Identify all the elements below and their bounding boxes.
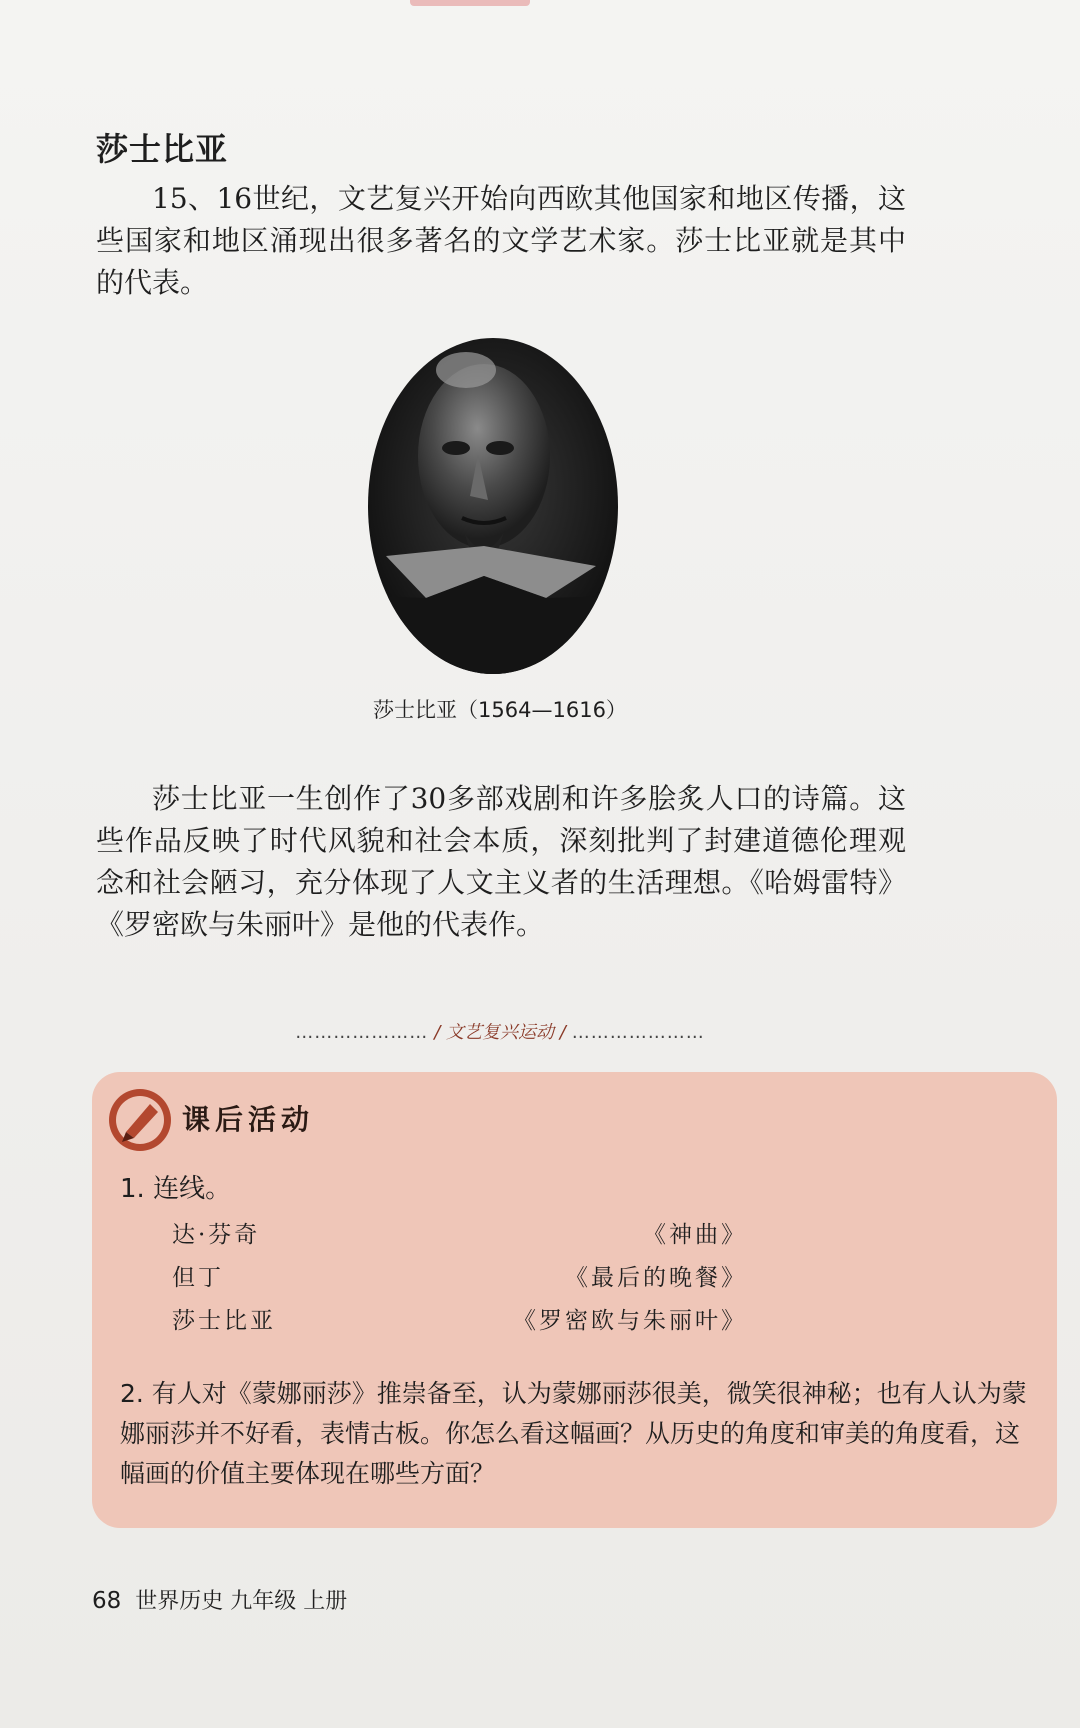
section-heading: 莎士比亚 xyxy=(96,130,229,168)
page-number: 68 xyxy=(92,1588,122,1614)
divider-dots-left: ………………… xyxy=(295,1022,429,1043)
match-left-item: 达·芬奇 xyxy=(172,1222,261,1248)
portrait-caption: 莎士比亚（1564—1616） xyxy=(373,698,627,722)
activity-title: 课后活动 xyxy=(182,1103,315,1136)
book-title: 世界历史 九年级 上册 xyxy=(135,1589,348,1614)
question-2: 2. 有人对《蒙娜丽莎》推崇备至，认为蒙娜丽莎很美，微笑很神秘；也有人认为蒙娜丽莎并不好看，表情古板。你怎么看这幅画？从历史的角度和审美的角度看，这幅画的价值主要体现在哪些方面？ xyxy=(120,1379,1027,1488)
divider-label: / 文艺复兴运动 / xyxy=(434,1022,566,1043)
intro-paragraph: 15、16世纪，文艺复兴开始向西欧其他国家和地区传播，这些国家和地区涌现出很多著名的文学艺术家。莎士比亚就是其中的代表。 xyxy=(96,182,906,299)
shakespeare-portrait xyxy=(366,336,620,676)
match-left-item: 莎士比亚 xyxy=(172,1308,276,1334)
chapter-divider xyxy=(0,1018,1000,1044)
works-paragraph: 莎士比亚一生创作了30多部戏剧和许多脍炙人口的诗篇。这些作品反映了时代风貌和社会本质，深刻批判了封建道德伦理观念和社会陋习，充分体现了人文主义者的生活理想。《哈姆雷特》《罗密欧与朱丽叶》是他的代表作。 xyxy=(96,782,906,941)
question-1: 1. 连线。 xyxy=(120,1174,232,1204)
match-right-item: 《最后的晚餐》 xyxy=(565,1265,747,1291)
match-left-item: 但丁 xyxy=(172,1265,224,1291)
after-class-activity-box xyxy=(92,1072,1057,1528)
page-footer xyxy=(92,1584,347,1615)
match-right-item: 《神曲》 xyxy=(643,1222,747,1248)
match-right-item: 《罗密欧与朱丽叶》 xyxy=(513,1308,747,1334)
page-top-mark xyxy=(410,0,530,6)
activity-pen-icon xyxy=(106,1086,174,1154)
divider-dots-right: ………………… xyxy=(571,1022,705,1043)
